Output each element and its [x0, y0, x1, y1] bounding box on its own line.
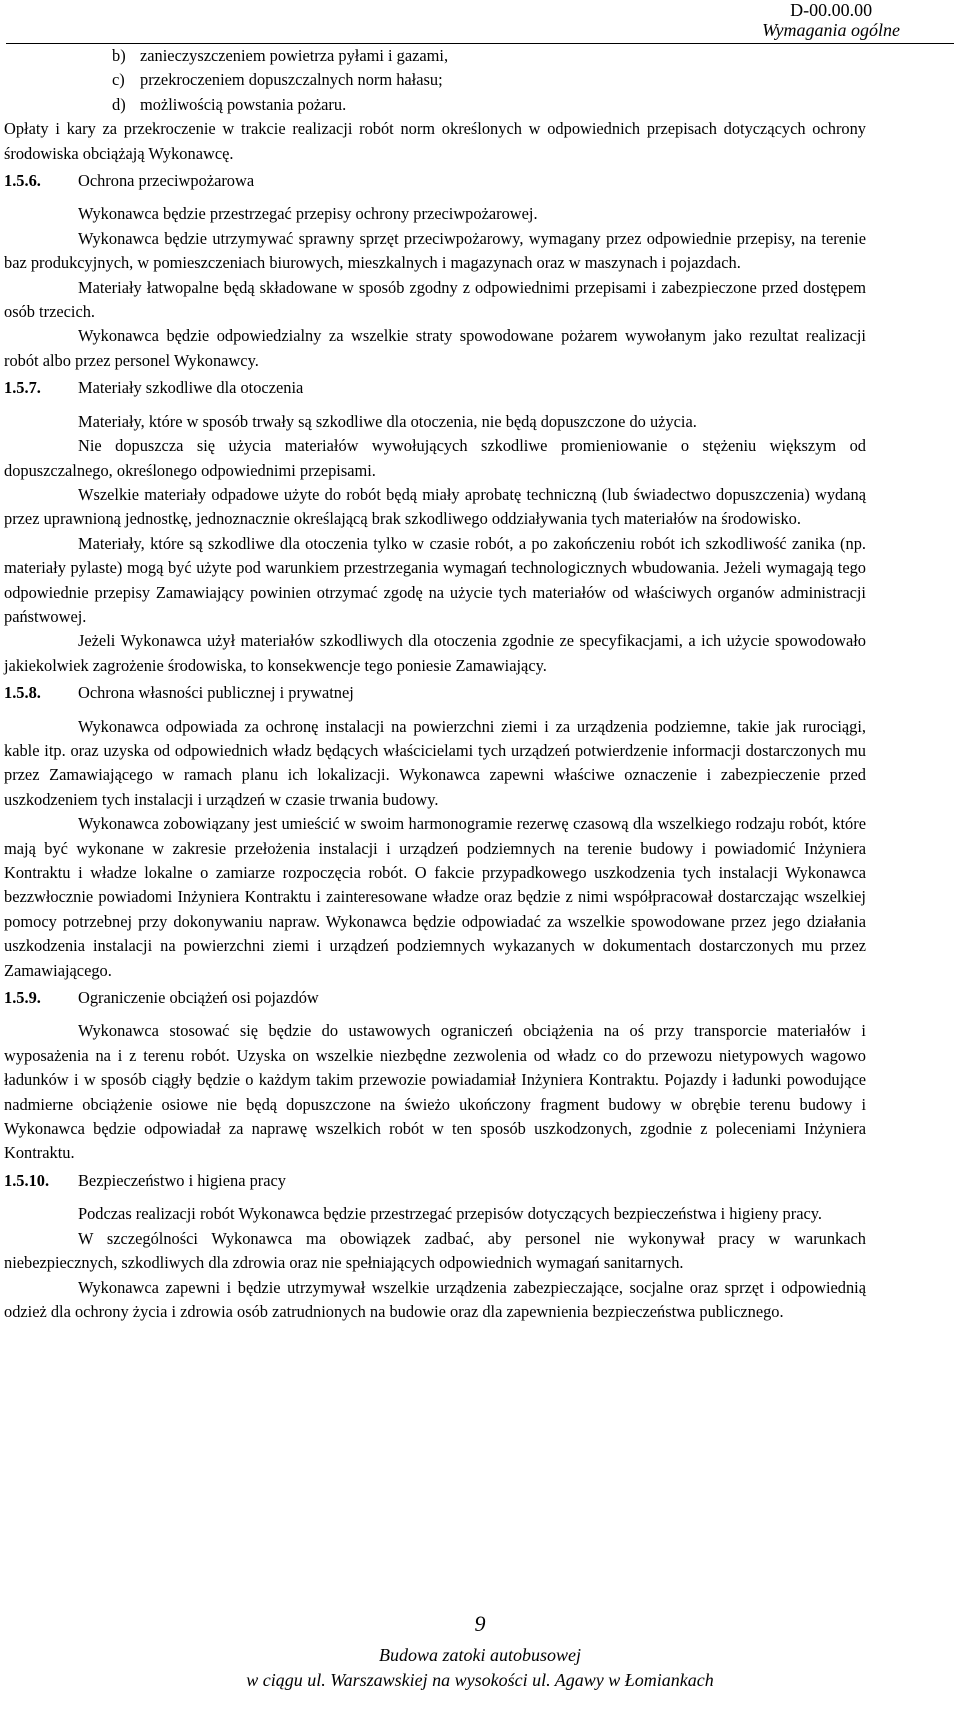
paragraph: Wykonawca zobowiązany jest umieścić w swoim harmonogramie rezerwę czasową dla wszelkiego rodzaju robót, które mają być wykonane w zakresie przełożenia instalacji i urządzeń podziemnych na terenie budowy i powiadomić Inżyniera Kontraktu i władze lokalne o zamiarze rozpoczęcia robót. O fakcie przypadkowego uszkodzenia tych instalacji Wykonawca bezzwłocznie powiadomi Inżyniera Kontraktu i zainteresowane władze oraz będzie z nimi współpracował dostarczając wszelkiej pomocy potrzebnej przy dokonywaniu napraw. Wykonawca będzie odpowiadać za wszelkie spowodowane przez jego działania uszkodzenia instalacji na powierzchni ziemi i urządzeń podziemnych wykazanych w dokumentach dostarczonych mu przez Zamawiającego.: [4, 814, 866, 980]
page-header: [762, 0, 900, 40]
paragraph: Wykonawca zapewni i będzie utrzymywał wszelkie urządzenia zabezpieczające, socjalne oraz sprzęt i odpowiednią odzież dla ochrony życia i zdrowia osób zatrudnionych na budowie oraz dla zapewnienia bezpieczeństwa publicznego.: [4, 1277, 866, 1321]
section-heading: [4, 376, 866, 400]
list-label: b): [112, 46, 126, 65]
list-item: [4, 68, 866, 92]
paragraph: Materiały, które w sposób trwały są szkodliwe dla otoczenia, nie będą dopuszczone do użycia.: [78, 411, 697, 431]
paragraph: Wykonawca stosować się będzie do ustawowych ograniczeń obciążenia na oś przy transporcie materiałów i wyposażenia na i z terenu robót. Uzyska on wszelkie niezbędne zezwolenia od władz co do przewozu nietypowych wagowo ładunków i w sposób ciągły będzie o każdym takim przewozie powiadamiał Inżyniera Kontraktu. Pojazdy i ładunki powodujące nadmierne obciążenie osiowe nie będą dopuszczone na świeżo ukończony fragment budowy w obrębie terenu budowy i Wykonawca będzie odpowiadał za naprawę wszelkich robót w ten sposób uszkodzonych, zgodnie z poleceniami Inżyniera Kontraktu.: [4, 1021, 866, 1163]
section-title: Materiały szkodliwe dla otoczenia: [78, 378, 304, 398]
paragraph: Wykonawca odpowiada za ochronę instalacji na powierzchni ziemi i za urządzenia podziemne, takie jak rurociągi, kable itp. oraz uzyska od odpowiednich władz będących właścicielami tych urządzeń potwierdzenie informacji dostarczonych mu przez Zamawiającego w ramach planu ich lokalizacji. Wykonawca zapewni właściwe oznaczenie i zabezpieczenie przed uszkodzeniem tych instalacji i urządzeń w czasie trwania budowy.: [4, 716, 866, 809]
list-text: możliwością powstania pożaru.: [140, 94, 347, 114]
list-text: przekroczeniem dopuszczalnych norm hałasu;: [140, 70, 443, 90]
paragraph: Wszelkie materiały odpadowe użyte do robót będą miały aprobatę techniczną (lub świadectwo dopuszczenia) wydaną przez uprawnioną jednostkę, jednoznacznie określającą brak szkodliwego oddziaływania tych materiałów na środowisko.: [4, 484, 866, 529]
page-number: 9: [474, 1611, 486, 1636]
section-number: 1.5.9.: [4, 988, 41, 1008]
footer-line-2: w ciągu ul. Warszawskiej na wysokości ul. Agawy w Łomiankach: [246, 1670, 714, 1690]
intro-paragraph: Opłaty i kary za przekroczenie w trakcie realizacji robót norm określonych w odpowiednich przepisach dotyczących ochrony środowiska obciążają Wykonawcę.: [4, 119, 866, 163]
paragraph: Podczas realizacji robót Wykonawca będzie przestrzegać przepisów dotyczących bezpieczeństwa i higieny pracy.: [78, 1204, 822, 1224]
section-number: 1.5.10.: [4, 1170, 50, 1190]
spec-subtitle: Wymagania ogólne: [762, 20, 900, 40]
footer-line-1: Budowa zatoki autobusowej: [379, 1645, 581, 1665]
section-number: 1.5.7.: [4, 378, 41, 398]
paragraph: Wykonawca będzie przestrzegać przepisy ochrony przeciwpożarowej.: [78, 204, 538, 224]
list-label: c): [112, 70, 125, 90]
paragraph: Nie dopuszcza się użycia materiałów wywołujących szkodliwe promieniowanie o stężeniu większym od dopuszczalnego, określonego odpowiednimi przepisami.: [4, 436, 866, 480]
section-number: 1.5.6.: [4, 171, 41, 191]
section-title: Ochrona własności publicznej i prywatnej: [78, 683, 354, 703]
section-heading: [4, 1169, 866, 1193]
list-item: [4, 93, 866, 117]
section-title: Ochrona przeciwpożarowa: [78, 171, 255, 191]
page-footer: [0, 1611, 960, 1693]
list-label: d): [112, 94, 126, 114]
list-item: [4, 44, 866, 68]
section-heading: [4, 169, 866, 193]
paragraph: Wykonawca będzie utrzymywać sprawny sprzęt przeciwpożarowy, wymagany przez odpowiednie przepisy, na terenie baz produkcyjnych, w pomieszczeniach biurowych, mieszkalnych i magazynach oraz w maszynach i pojazdach.: [4, 228, 866, 273]
section-title: Bezpieczeństwo i higiena pracy: [78, 1170, 286, 1190]
section-heading: [4, 986, 866, 1010]
list-text: zanieczyszczeniem powietrza pyłami i gazami,: [140, 46, 449, 65]
paragraph: W szczególności Wykonawca ma obowiązek zadbać, aby personel nie wykonywał pracy w warunkach niebezpiecznych, szkodliwych dla zdrowia oraz nie spełniających odpowiednich wymagań sanitarnych.: [4, 1228, 866, 1273]
paragraph: Materiały łatwopalne będą składowane w sposób zgodny z odpowiednimi przepisami i zabezpieczone przed dostępem osób trzecich.: [4, 277, 866, 322]
section-heading: [4, 681, 866, 705]
paragraph: Materiały, które są szkodliwe dla otoczenia tylko w czasie robót, a po zakończeniu robót ich szkodliwość zanika (np. materiały pylaste) mogą być użyte pod warunkiem przestrzegania wymagań technologicznych wbudowania. Jeżeli wymagają tego odpowiednie przepisy Zamawiający powinien otrzymać zgodę na użycie tych materiałów od właściwych organów administracji państwowej.: [4, 533, 866, 626]
paragraph: Wykonawca będzie odpowiedzialny za wszelkie straty spowodowane pożarem wywołanym jako rezultat realizacji robót albo przez personel Wykonawcy.: [4, 326, 866, 370]
document-body: [4, 44, 866, 1324]
section-title: Ograniczenie obciążeń osi pojazdów: [78, 988, 319, 1008]
spec-code: D-00.00.00: [790, 0, 873, 20]
paragraph: Jeżeli Wykonawca użył materiałów szkodliwych dla otoczenia zgodnie ze specyfikacjami, a ich użycie spowodowało jakiekolwiek zagrożenie środowiska, to konsekwencje tego poniesie Zamawiający.: [4, 631, 866, 675]
section-number: 1.5.8.: [4, 683, 41, 703]
